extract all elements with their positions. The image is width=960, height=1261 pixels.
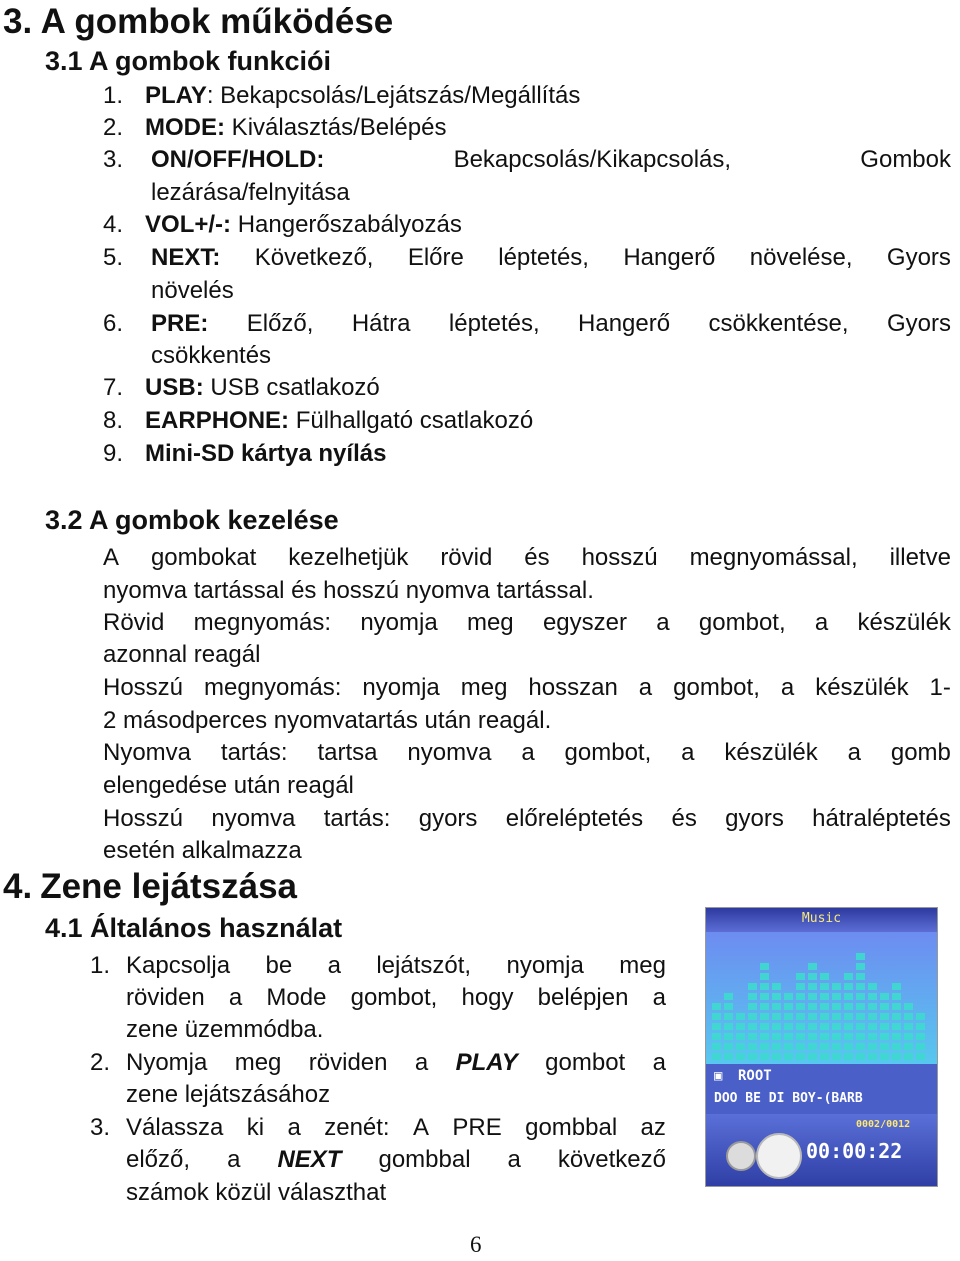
player-mode-title: Music — [801, 911, 842, 926]
list-item-continuation: növelés — [151, 277, 234, 304]
paragraph-line: esetén alkalmazza — [103, 837, 302, 864]
list-item: Kapcsolja be a lejátszót, nyomja meg — [126, 952, 666, 979]
paragraph-line: Nyomva tartás: tartsa nyomva a gombot, a készülék a gomb — [103, 739, 951, 766]
list-item: NEXT: Következő, Előre léptetés, Hangerő növelése, Gyors — [151, 244, 951, 271]
equalizer-visualizer — [706, 932, 937, 1064]
track-row — [714, 1091, 929, 1109]
equalizer-bar — [832, 983, 841, 1060]
list-item-continuation: lezárása/felnyitása — [151, 179, 350, 206]
paragraph-line: azonnal reagál — [103, 641, 261, 668]
equalizer-bar — [724, 993, 733, 1060]
equalizer-bar — [844, 973, 853, 1060]
list-item: PRE: Előző, Hátra léptetés, Hangerő csökkentése, Gyors — [151, 310, 951, 337]
list-item: 8. EARPHONE: Fülhallgató csatlakozó — [103, 407, 534, 434]
equalizer-bar — [892, 983, 901, 1060]
equalizer-bar — [880, 993, 889, 1060]
list-item: 1. PLAY: Bekapcsolás/Lejátszás/Megállítás — [103, 82, 581, 109]
list-item-num: 5. — [103, 244, 124, 271]
folder-name: ROOT — [738, 1068, 772, 1084]
paragraph-line: elengedése után reagál — [103, 772, 354, 799]
equalizer-bar — [820, 973, 829, 1060]
list-item-line: röviden a Mode gombot, hogy belépjen a — [126, 984, 666, 1011]
folder-icon: ▣ — [714, 1068, 723, 1084]
paragraph-line: A gombokat kezelhetjük rövid és hosszú megnyomással, illetve — [103, 544, 951, 571]
section3-heading: 3. A gombok működése — [3, 2, 394, 41]
equalizer-bar — [736, 1013, 745, 1060]
equalizer-bar — [856, 953, 865, 1060]
equalizer-bar — [916, 1013, 925, 1060]
list-item: Nyomja meg röviden a PLAY gombot a — [126, 1049, 666, 1076]
list-item-num: 6. — [103, 310, 124, 337]
list-item-line: zene üzemmódba. — [126, 1016, 324, 1043]
list-item: 2. MODE: Kiválasztás/Belépés — [103, 114, 447, 141]
equalizer-bar — [784, 993, 793, 1060]
equalizer-bar — [712, 1003, 721, 1060]
equalizer-bar — [748, 983, 757, 1060]
paragraph-line: Rövid megnyomás: nyomja meg egyszer a gombot, a készülék — [103, 609, 951, 636]
section4-heading: 4. Zene lejátszása — [3, 867, 298, 906]
equalizer-bar — [796, 973, 805, 1060]
play-time: 00:00:22 — [806, 1139, 903, 1163]
list-item: Válassza ki a zenét: A PRE gombbal az — [126, 1114, 666, 1141]
play-icon — [726, 1141, 756, 1171]
paragraph-line: Hosszú megnyomás: nyomja meg hosszan a gombot, a készülék 1- — [103, 674, 951, 701]
list-item: 7. USB: USB csatlakozó — [103, 374, 380, 401]
pause-icon — [756, 1133, 802, 1179]
list-item: ON/OFF/HOLD: Bekapcsolás/Kikapcsolás, Gombok — [151, 146, 951, 173]
equalizer-bar — [760, 963, 769, 1060]
equalizer-bar — [904, 1003, 913, 1060]
list-item-num: 1. — [90, 952, 111, 979]
paragraph-line: nyomva tartással és hosszú nyomva tartással. — [103, 577, 594, 604]
list-item-line: előző, a NEXT gombbal a következő — [126, 1146, 666, 1173]
equalizer-bar — [868, 983, 877, 1060]
section3-2-heading: 3.2 A gombok kezelése — [45, 505, 339, 535]
section4-1-heading: 4.1 Általános használat — [45, 913, 343, 943]
list-item-line: számok közül választhat — [126, 1179, 387, 1206]
list-item-num: 3. — [90, 1114, 111, 1141]
list-item-num: 2. — [90, 1049, 111, 1076]
list-item-line: zene lejátszásához — [126, 1081, 331, 1108]
page-number: 6 — [470, 1232, 482, 1257]
list-item-continuation: csökkentés — [151, 342, 272, 369]
track-counter: 0002/0012 — [856, 1119, 911, 1130]
section3-1-heading: 3.1 A gombok funkciói — [45, 46, 332, 76]
list-item: 9. Mini-SD kártya nyílás — [103, 440, 387, 467]
track-title: DOO BE DI BOY-(BARB — [714, 1091, 863, 1106]
list-item-num: 3. — [103, 146, 124, 173]
folder-row — [714, 1068, 929, 1088]
equalizer-bar — [772, 983, 781, 1060]
list-item: 4. VOL+/-: Hangerőszabályozás — [103, 211, 462, 238]
music-player-screenshot — [705, 907, 938, 1187]
player-title-bar — [706, 908, 937, 932]
equalizer-bar — [808, 963, 817, 1060]
paragraph-line: Hosszú nyomva tartás: gyors előreléptetés és gyors hátraléptetés — [103, 805, 951, 832]
paragraph-line: 2 másodperces nyomvatartás után reagál. — [103, 707, 552, 734]
